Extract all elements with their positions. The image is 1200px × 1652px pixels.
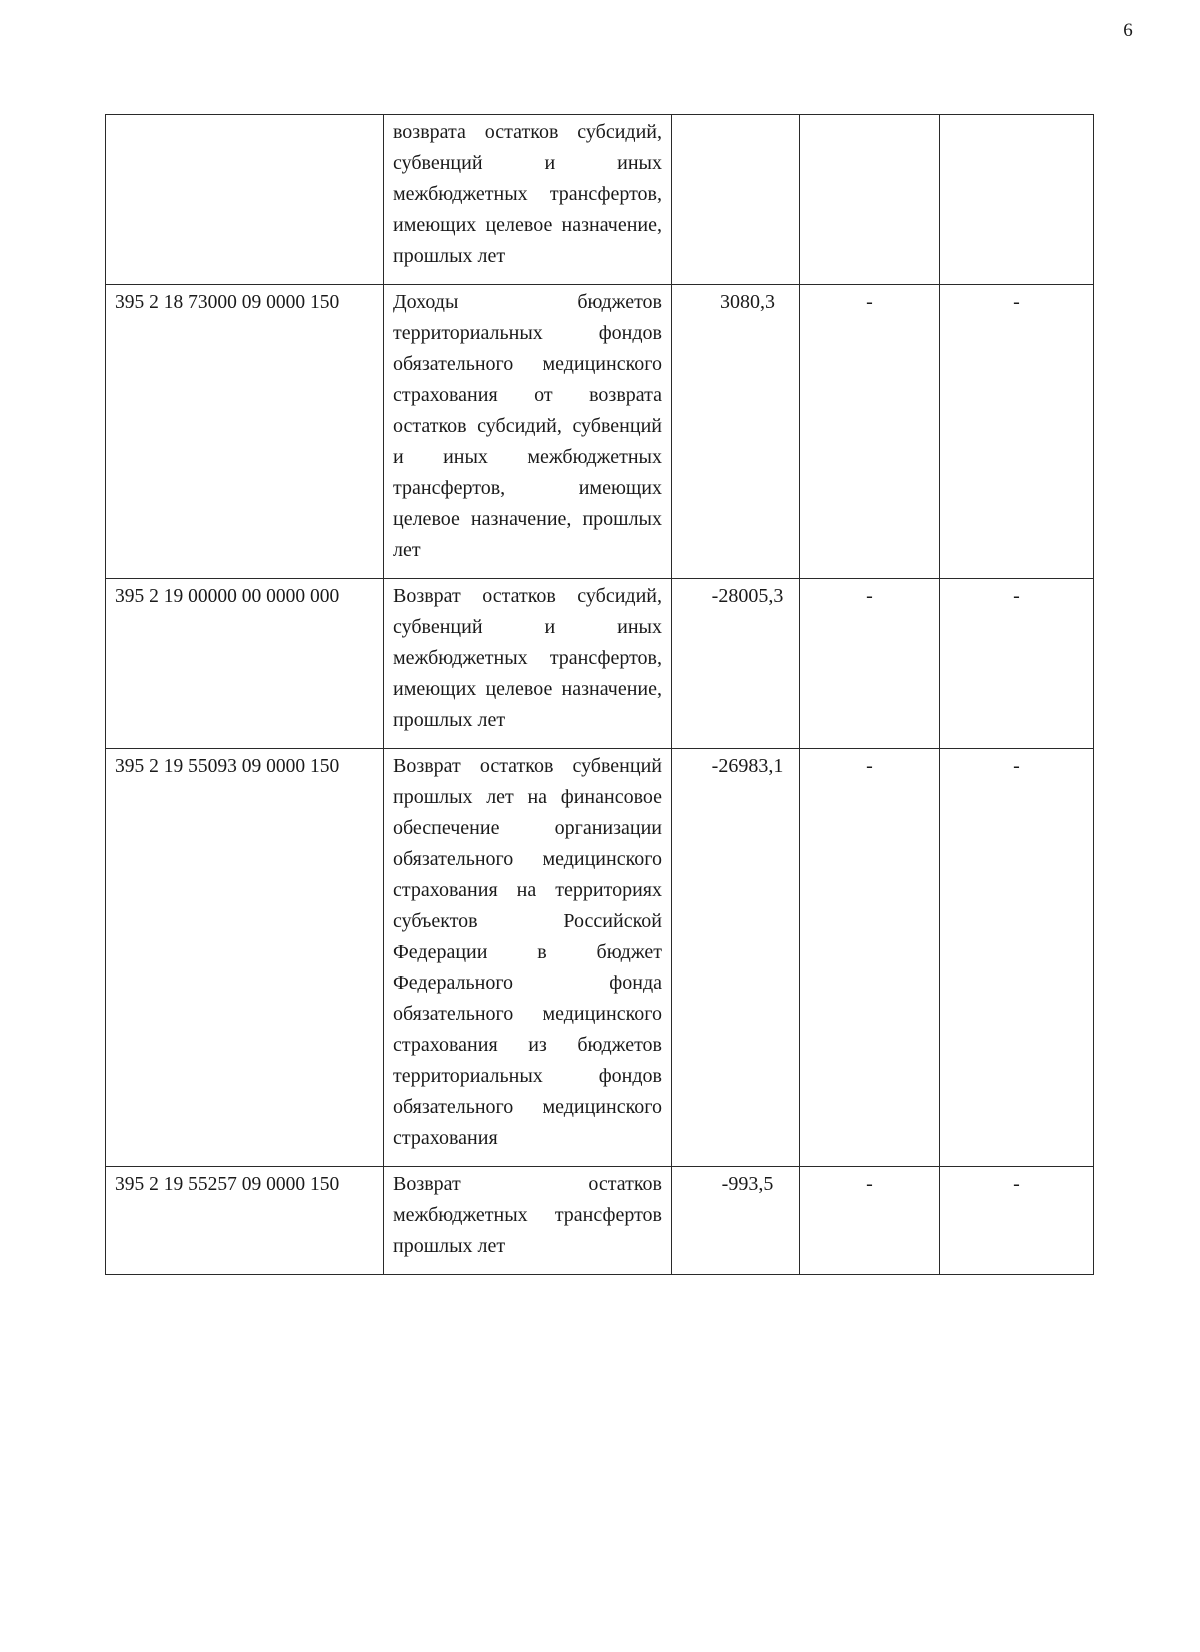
- budget-code-cell: [106, 115, 384, 285]
- budget-code-cell: 395 2 19 55257 09 0000 150: [106, 1167, 384, 1275]
- value-cell-col4: -: [800, 749, 940, 1167]
- value-cell-col5: -: [940, 749, 1094, 1167]
- budget-code-cell: 395 2 19 00000 00 0000 000: [106, 579, 384, 749]
- value-cell-col5: -: [940, 579, 1094, 749]
- amount-value: 3080,3: [720, 291, 775, 313]
- value-cell-col4: -: [800, 579, 940, 749]
- description-cell: Возврат остатков межбюджетных трансфертов прошлых лет: [384, 1167, 672, 1275]
- page-number: 6: [1123, 20, 1133, 41]
- description-cell: Возврат остатков субвенций прошлых лет на финансовое обеспечение организации обязательного медицинского страхования на территориях субъектов Российской Федерации в бюджет Федерального фонда обязательного медицинского страхования из бюджетов территориальных фондов обязательного медицинского страхования: [384, 749, 672, 1167]
- amount-cell: [672, 749, 800, 1167]
- amount-cell: [672, 579, 800, 749]
- budget-code-cell: 395 2 19 55093 09 0000 150: [106, 749, 384, 1167]
- amount-cell: [672, 285, 800, 579]
- table-row: [106, 285, 1094, 579]
- amount-cell: [672, 115, 800, 285]
- amount-cell: [672, 1167, 800, 1275]
- value-cell-col4: -: [800, 285, 940, 579]
- budget-code-cell: 395 2 18 73000 09 0000 150: [106, 285, 384, 579]
- value-cell-col5: -: [940, 285, 1094, 579]
- amount-value: -28005,3: [711, 585, 784, 607]
- budget-table: [105, 114, 1094, 1275]
- description-cell: возврата остатков субсидий, субвенций и иных межбюджетных трансфертов, имеющих целевое назначение, прошлых лет: [384, 115, 672, 285]
- amount-value: -26983,1: [711, 755, 784, 777]
- table-row: [106, 115, 1094, 285]
- value-cell-col5: -: [940, 1167, 1094, 1275]
- description-cell: Возврат остатков субсидий, субвенций и иных межбюджетных трансфертов, имеющих целевое назначение, прошлых лет: [384, 579, 672, 749]
- value-cell-col5: [940, 115, 1094, 285]
- value-cell-col4: [800, 115, 940, 285]
- table-row: [106, 579, 1094, 749]
- description-cell: Доходы бюджетов территориальных фондов обязательного медицинского страхования от возврата остатков субсидий, субвенций и иных межбюджетных трансфертов, имеющих целевое назначение, прошлых лет: [384, 285, 672, 579]
- value-cell-col4: -: [800, 1167, 940, 1275]
- table-row: [106, 749, 1094, 1167]
- table-row: [106, 1167, 1094, 1275]
- amount-value: -993,5: [721, 1173, 774, 1195]
